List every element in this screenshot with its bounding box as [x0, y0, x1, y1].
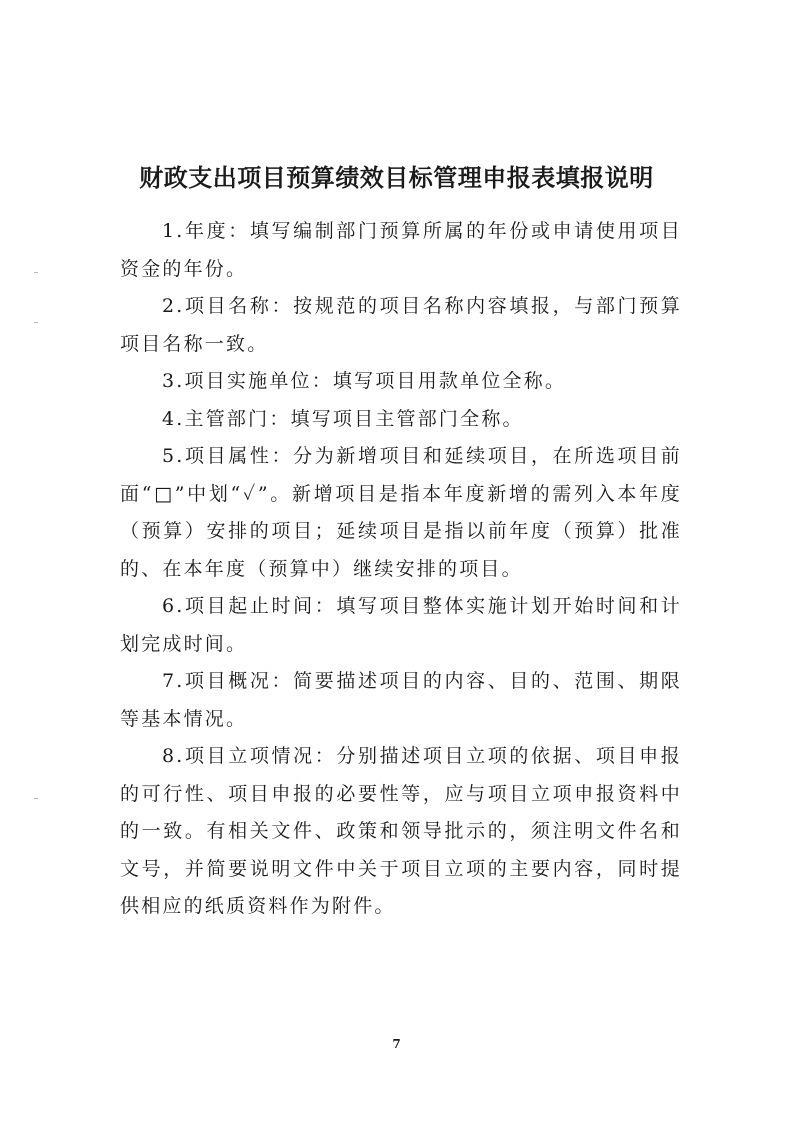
- paragraph-project-approval: 8.项目立项情况：分别描述项目立项的依据、项目申报的可行性、项目申报的必要性等，应与项目立项申报资料中的一致。有相关文件、政策和领导批示的，须注明文件名和文号，并简要说明文件中关于项目立项的主要内容，同时提供相应的纸质资料作为附件。: [120, 745, 682, 917]
- page-number: 7: [392, 1037, 401, 1051]
- paragraph-year: 1.年度：填写编制部门预算所属的年份或申请使用项目资金的年份。: [120, 220, 682, 280]
- document-title: 财政支出项目预算绩效目标管理申报表填报说明: [139, 163, 654, 193]
- paragraph-project-period: 6.项目起止时间：填写项目整体实施计划开始时间和计划完成时间。: [120, 595, 682, 655]
- document-body: [120, 213, 682, 926]
- paragraph-project-name: 2.项目名称：按规范的项目名称内容填报，与部门预算项目名称一致。: [120, 295, 682, 355]
- scan-mark: [34, 272, 38, 273]
- scan-mark: [34, 798, 38, 799]
- paragraph-project-attribute: 5.项目属性：分为新增项目和延续项目，在所选项目前面“□”中划“✓”。新增项目是指本年度新增的需列入本年度（预算）安排的项目；延续项目是指以前年度（预算）批准的、在本年度（预算中）继续安排的项目。: [120, 445, 682, 580]
- scan-mark: [34, 322, 38, 323]
- paragraph-implementing-unit: 3.项目实施单位：填写项目用款单位全称。: [162, 370, 567, 392]
- paragraph-project-overview: 7.项目概况：简要描述项目的内容、目的、范围、期限等基本情况。: [120, 670, 682, 730]
- paragraph-competent-department: 4.主管部门：填写项目主管部门全称。: [162, 407, 524, 430]
